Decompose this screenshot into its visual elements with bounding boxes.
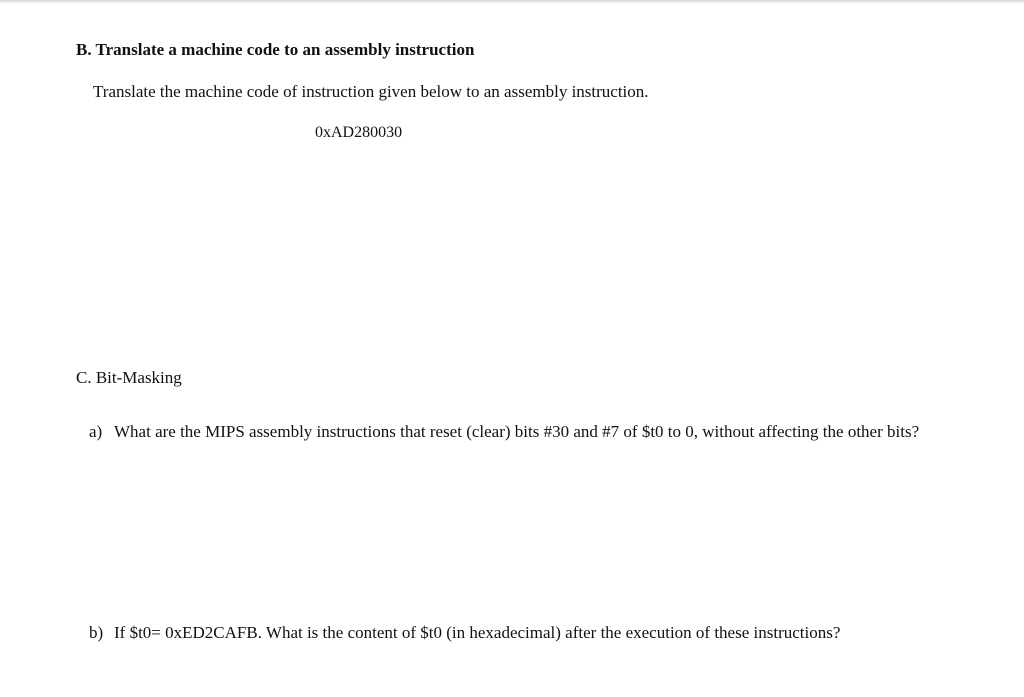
section-b-prompt: Translate the machine code of instruction given below to an assembly instruction. <box>93 82 649 101</box>
section-b-heading: B. Translate a machine code to an assembly instruction <box>76 40 475 59</box>
question-b-marker: b) <box>89 623 104 642</box>
page-top-border <box>0 0 1024 3</box>
question-b <box>89 623 840 643</box>
machine-code-value: 0xAD280030 <box>315 124 403 141</box>
section-c-heading: C. Bit-Masking <box>76 368 182 387</box>
question-a-marker: a) <box>89 422 103 441</box>
question-a <box>89 422 919 442</box>
question-a-text: What are the MIPS assembly instructions that reset (clear) bits #30 and #7 of $t0 to 0, without affecting the other bits? <box>114 422 920 441</box>
question-b-text: If $t0= 0xED2CAFB. What is the content of $t0 (in hexadecimal) after the execution of these instructions? <box>114 623 841 642</box>
